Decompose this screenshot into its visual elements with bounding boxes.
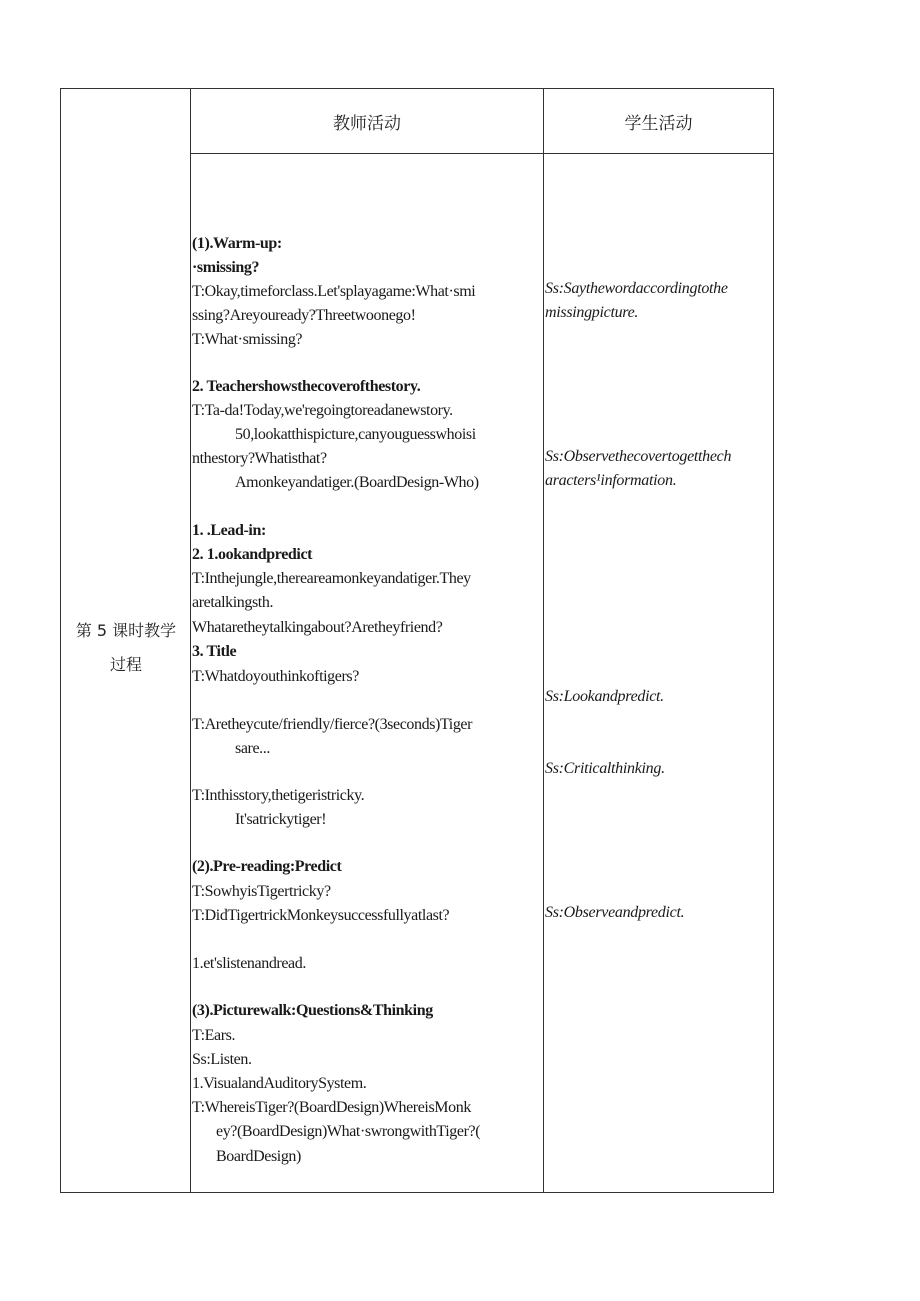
student-line: Ss:Lookandpredict. (545, 688, 664, 705)
teacher-line: 1.et'slistenandread. (192, 955, 306, 972)
teacher-line: T:SowhyisTigertricky? (192, 883, 331, 900)
section-heading-picturewalk: (3).Picturewalk:Questions&Thinking (192, 1002, 433, 1019)
teacher-line: ·smissing? (192, 259, 260, 276)
lesson-period-label-line: 过程 (109, 655, 142, 674)
student-line: Ss:Observeandpredict. (545, 904, 685, 921)
teacher-line: T:Ears. (192, 1027, 236, 1044)
teacher-line: nthestory?Whatisthat? (192, 450, 327, 467)
teacher-line: T:Aretheycute/friendly/fierce?(3seconds)Tiger (192, 716, 473, 733)
teacher-line: aretalkingsth. (192, 594, 274, 611)
teacher-line: Amonkeyandatiger.(BoardDesign-Who) (235, 474, 479, 491)
teacher-line: ey?(BoardDesign)What·swrongwithTiger?( (216, 1123, 481, 1140)
teacher-line: T:Okay,timeforclass.Let'splayagame:What·smi (192, 283, 476, 300)
teacher-line: T:WhereisTiger?(BoardDesign)WhereisMonk (192, 1099, 471, 1116)
section-heading-leadin: 1. .Lead-in: (192, 522, 266, 539)
lesson-plan-table (60, 88, 774, 1193)
teacher-line: T:Ta-da!Today,we'regoingtoreadanewstory. (192, 402, 453, 419)
header-teacher-activity: 教师活动 (333, 114, 401, 134)
lesson-period-label-line: 第 5 课时教学 (75, 621, 177, 640)
teacher-line: It'satrickytiger! (235, 811, 327, 828)
lesson-period-label (61, 614, 191, 682)
student-line: missingpicture. (545, 304, 639, 321)
teacher-line: BoardDesign) (216, 1148, 301, 1165)
student-line: Ss:Criticalthinking. (545, 760, 665, 777)
student-line: Ss:Observethecovertogetthech (545, 448, 732, 465)
teacher-line: Ss:Listen. (192, 1051, 252, 1068)
teacher-line: ssing?Areyouready?Threetwoonego! (192, 307, 416, 324)
section-heading-predict: 2. 1.ookandpredict (192, 546, 313, 563)
teacher-line: sare... (235, 740, 270, 757)
column-divider (543, 89, 544, 1192)
section-heading-title: 3. Title (192, 643, 237, 660)
teacher-line: T:Inthisstory,thetigeristricky. (192, 787, 365, 804)
student-line: Ss:Saythewordaccordingtothe (545, 280, 728, 297)
student-line: aracters¹information. (545, 472, 677, 489)
teacher-line: T:DidTigertrickMonkeysuccessfullyatlast? (192, 907, 450, 924)
section-heading-prereading: (2).Pre-reading:Predict (192, 858, 342, 875)
teacher-line: Whataretheytalkingabout?Aretheyfriend? (192, 619, 443, 636)
teacher-line: T:What·smissing? (192, 331, 303, 348)
teacher-line: T:Inthejungle,thereareamonkeyandatiger.They (192, 570, 471, 587)
teacher-line: 1.VisualandAuditorySystem. (192, 1075, 367, 1092)
teacher-line: 50,lookatthispicture,canyouguesswhoisi (235, 426, 476, 443)
header-student-activity: 学生活动 (624, 114, 693, 134)
section-heading-warmup: (1).Warm-up: (192, 235, 282, 252)
section-heading-cover: 2. Teachershowsthecoverofthestory. (192, 378, 421, 395)
teacher-line: T:Whatdoyouthinkoftigers? (192, 668, 359, 685)
